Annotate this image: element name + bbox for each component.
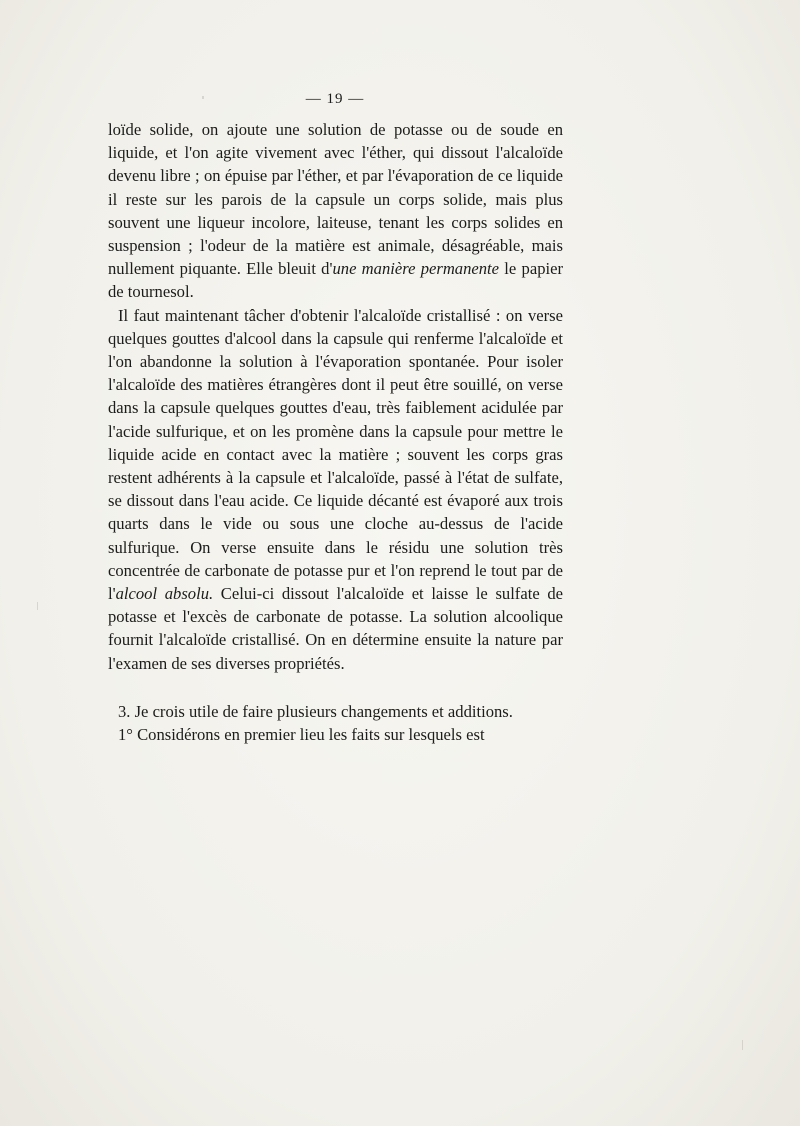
numbered-paragraph [108,723,563,746]
paragraph-gap [108,675,563,700]
section-paragraph [108,700,563,723]
text-run: 1° Considérons en premier lieu les faits sur lesquels est [118,725,485,745]
scan-speck [742,1040,743,1050]
scan-speck [37,602,38,610]
scan-speck [202,96,204,99]
text-run: 3. Je crois utile de faire plusieurs changements et additions. [118,701,513,721]
text-run: le papier de tournesol. [108,259,563,302]
text-run: loïde solide, on ajoute une solution de potasse ou de soude en liquide, et l'on agite vivement avec l'éther, qui dissout l'alcaloïde devenu libre ; on épuise par l'éther, et par l'évaporation de ce liquide il reste sur les parois de la capsule un corps solide, mais plus souvent une liqueur incolore, laiteuse, tenant les corps solides en suspension ; l'odeur de la matière est animale, désagréable, mais nullement piquante. Elle bleuit d' [108,120,563,279]
italic-run: alcool absolu. [115,584,214,604]
body-text [108,118,563,746]
text-run: Il faut maintenant tâcher d'obtenir l'alcaloïde cristallisé : on verse quelques gouttes d'alcool dans la capsule qui renferme l'alcaloïde et l'on abandonne la solution à l'évaporation spontanée. Pour isoler l'alcaloïde des matières étrangères dont il peut être souillé, on verse dans la capsule quelques gouttes d'eau, très faiblement acidulée par l'acide sulfurique, et on les promène dans la capsule pour mettre le liquide acide en contact avec la matière ; souvent les corps gras restent adhérents à la capsule et l'alcaloïde, passé à l'état de sulfate, se dissout dans l'eau acide. Ce liquide décanté est évaporé aux trois quarts dans le vide ou sous une cloche au-dessus de l'acide sulfurique. On verse ensuite dans le résidu une solution très concentrée de carbonate de potasse pur et l'on reprend le tout par de l' [108,305,563,604]
paragraph [108,304,563,675]
text-run: Celui-ci dissout l'alcaloïde et laisse le sulfate de potasse et l'excès de carbonate de potasse. La solution alcoolique fournit l'alcaloïde cristallisé. On en détermine ensuite la nature par l'examen de ses diverses propriétés. [108,584,563,673]
italic-run: une manière permanente [332,259,500,279]
page-number: — 19 — [305,91,365,107]
paragraph [108,118,563,304]
